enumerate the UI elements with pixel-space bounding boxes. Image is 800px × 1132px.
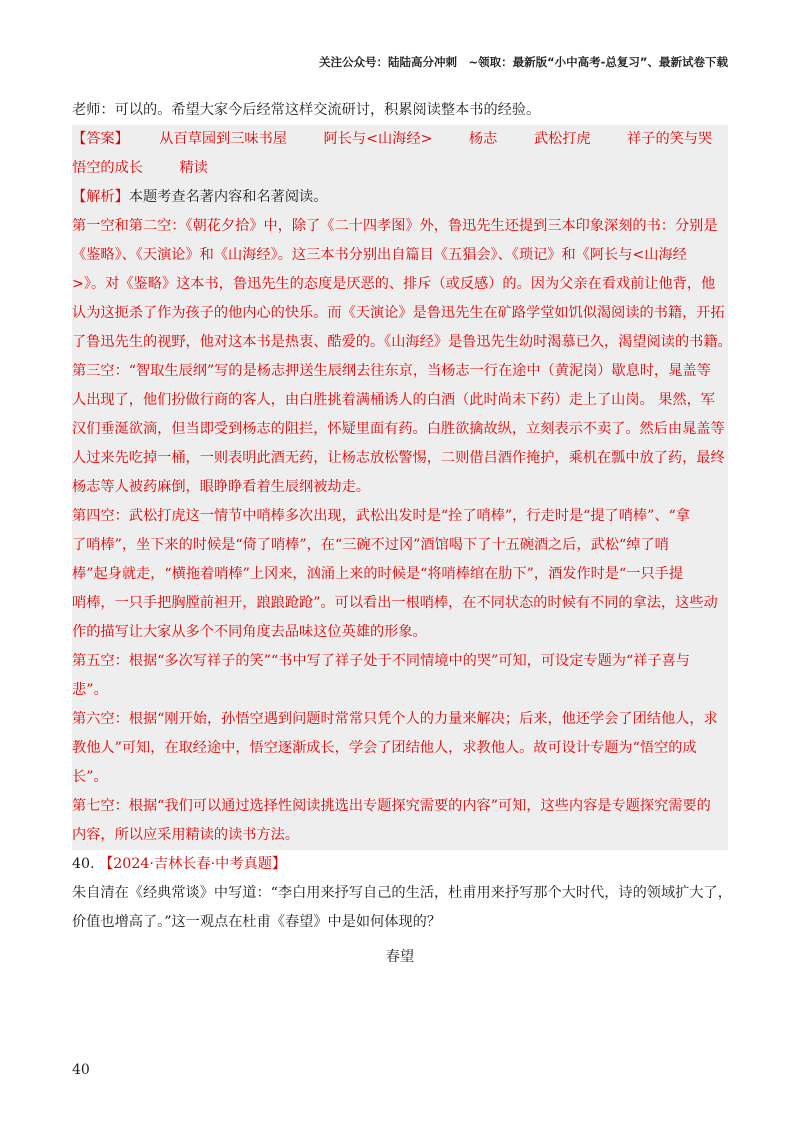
- question-line: 朱自清在《经典常谈》中写道：“李白用来抒写自己的生活，杜甫用来抒写那个大时代，诗的领域扩大了，: [72, 885, 732, 901]
- analysis-line: >》。对《鉴略》这本书，鲁迅先生的态度是厌恶的、排斥（或反感）的。因为父亲在看戏前让他背，他: [72, 270, 728, 299]
- analysis-line: 哨棒，一只手把胸膛前袒开，踉踉跄跄”。可以看出一根哨棒，在不同状态的时候有不同的拿法，这些动: [72, 589, 728, 618]
- analysis-line: 汉们垂涎欲滴，但当即受到杨志的阻拦，怀疑里面有药。白胜欲擒故纵，立刻表示不卖了。然后由晁盖等: [72, 415, 728, 444]
- analysis-line: 第一空和第二空：《朝花夕拾》中，除了《二十四孝图》外，鲁迅先生还提到三本印象深刻的书：分别是: [72, 212, 728, 241]
- analysis-line: 第七空：根据“我们可以通过选择性阅读挑选出专题探究需要的内容”可知，这些内容是专题探究需要的: [72, 792, 728, 821]
- answer-item: 阿长与<山海经>: [323, 131, 433, 147]
- answer-line-2: [72, 154, 728, 183]
- analysis-line: 悲”。: [72, 676, 728, 705]
- poem-title: 春望: [385, 949, 415, 965]
- analysis-line: 人过来先吃掉一桶，一则表明此酒无药，让杨志放松警惕，二则借吕酒作掩护，乘机在瓢中放了药，最终: [72, 444, 728, 473]
- question-line: 价值也增高了。”这一观点在杜甫《春望》中是如何体现的？: [72, 914, 442, 930]
- page-content: [72, 96, 732, 972]
- analysis-line: 教他人”可知，在取经途中，悟空逐渐成长，学会了团结他人，求教他人。故可设计专题为“悟空的成: [72, 734, 728, 763]
- question-heading: [72, 850, 728, 879]
- answer-line: [72, 125, 728, 154]
- page-number: 40: [72, 1062, 90, 1078]
- answer-item: 祥子的笑与哭: [627, 131, 713, 147]
- analysis-line: 第三空：“智取生辰纲”写的是杨志押送生辰纲去往东京，当杨志一行在途中（黄泥岗）歇息时，晁盖等: [72, 357, 728, 386]
- answer-item: 杨志: [468, 131, 498, 147]
- analysis-line: 作的描写让大家从多个不同角度去品味这位英雄的形象。: [72, 618, 728, 647]
- analysis-line: 第四空：武松打虎这一情节中哨棒多次出现，武松出发时是“拴了哨棒”，行走时是“提了哨棒”、“拿: [72, 502, 728, 531]
- analysis-line: 第五空：根据“多次写祥子的笑”“书中写了祥子处于不同情境中的哭”可知，可设定专题为“祥子喜与: [72, 647, 728, 676]
- answer-item: 精读: [179, 160, 208, 176]
- analysis-line: 认为这扼杀了作为孩子的他内心的快乐。而《天演论》是鲁迅先生在矿路学堂如饥似渴阅读的书籍，开拓: [72, 299, 728, 328]
- answer-item: 从百草园到三味书屋: [159, 131, 287, 147]
- answer-item: 武松打虎: [533, 131, 591, 147]
- analysis-line: 《鉴略》、《天演论》和《山海经》。这三本书分别出自篇目《五猖会》、《琐记》和《阿长与<山海经: [72, 241, 728, 270]
- teacher-line: 老师：可以的。希望大家今后经常这样交流研讨，积累阅读整本书的经验。: [72, 102, 541, 118]
- analysis-heading: [72, 183, 728, 212]
- analysis-line: 内容，所以应采用精读的读书方法。: [72, 821, 728, 850]
- analysis-line: 杨志等人被药麻倒，眼睁睁看着生辰纲被劫走。: [72, 473, 728, 502]
- answer-label: 【答案】: [72, 131, 129, 147]
- question-source: 【2024·吉林长春·中考真题】: [99, 856, 287, 872]
- analysis-line: 人出现了，他们扮做行商的客人，由白胜挑着满桶诱人的白酒（此时尚未下药）走上了山岗。 果然，军: [72, 386, 728, 415]
- question-number: 40.: [72, 856, 95, 872]
- answer-item: 悟空的成长: [72, 160, 143, 176]
- analysis-line: 了哨棒”，坐下来的时候是“倚了哨棒”，在“三碗不过冈”酒馆喝下了十五碗酒之后，武松“绰了哨: [72, 531, 728, 560]
- analysis-line: 长”。: [72, 763, 728, 792]
- analysis-body: [72, 212, 732, 850]
- header-note: 关注公众号：陆陆高分冲刺 ~领取：最新版“小中高考-总复习”、最新试卷下载: [318, 55, 728, 69]
- analysis-intro: 本题考查名著内容和名著阅读。: [128, 189, 328, 205]
- analysis-line: 了鲁迅先生的视野，他对这本书是热衷、酷爱的。《山海经》是鲁迅先生幼时渴慕已久，渴望阅读的书籍。: [72, 328, 728, 357]
- analysis-line: 第六空：根据“刚开始，孙悟空遇到问题时常常只凭个人的力量来解决；后来，他还学会了团结他人，求: [72, 705, 728, 734]
- analysis-label: 【解析】: [72, 189, 129, 205]
- analysis-line: 棒”起身就走，“横拖着哨棒”上冈来，汹涌上来的时候是“将哨棒绾在肋下”，酒发作时是“一只手提: [72, 560, 728, 589]
